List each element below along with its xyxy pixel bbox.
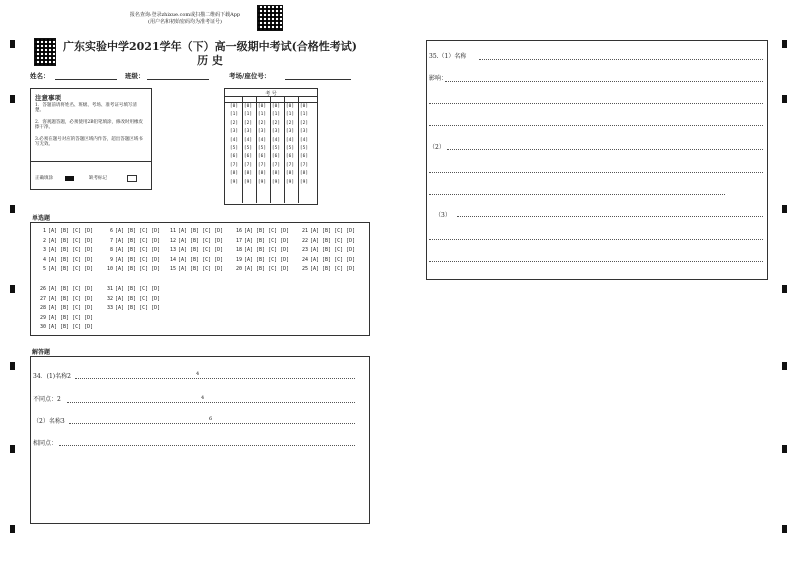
exam-digit-bubble[interactable]: [0]: [299, 104, 309, 109]
question-number: 31: [106, 286, 113, 292]
exam-digit-bubble[interactable]: [5]: [229, 145, 239, 151]
absent-mark-checkbox[interactable]: [127, 175, 137, 182]
choice-question-row[interactable]: [299, 247, 355, 253]
question-number: 24: [301, 256, 308, 263]
exam-digit-bubble[interactable]: [9]: [229, 179, 239, 185]
exam-digit-bubble[interactable]: [6]: [299, 154, 309, 160]
notice-item-2: 2．客观题答题，必须使用2B铅笔填涂，修改时用橡皮擦干净。: [35, 120, 144, 130]
q34-mark-1: 4: [196, 371, 200, 377]
timing-mark: [10, 95, 15, 103]
exam-digit-bubble[interactable]: [3]: [243, 129, 253, 135]
answer-options[interactable]: [A] [B] [C] [D]: [48, 237, 94, 244]
exam-digit-bubble[interactable]: [2]: [257, 120, 267, 126]
correct-fill-label: 正确填涂: [35, 176, 53, 181]
exam-digit-bubble[interactable]: [2]: [243, 120, 253, 126]
exam-digit-bubble[interactable]: [9]: [285, 179, 295, 185]
question-number: 1: [42, 228, 46, 234]
question-number: 25: [301, 266, 308, 273]
timing-mark: [10, 40, 15, 48]
choice-question-row[interactable]: [104, 247, 160, 253]
exam-digit-bubble[interactable]: [1]: [229, 112, 239, 118]
question-number: 30: [39, 324, 46, 331]
exam-digit-bubble[interactable]: [2]: [271, 120, 281, 126]
notice-item-3: 3.必须在题号对应的答题区域内作答，超出答题区域书写无效。: [35, 137, 143, 147]
q34-part1-label: 34．(1)名称2: [33, 373, 71, 380]
exam-digit-bubble[interactable]: [1]: [271, 112, 281, 118]
exam-digit-bubble[interactable]: [7]: [299, 162, 309, 168]
exam-digit-bubble[interactable]: [0]: [243, 104, 253, 109]
answer-options[interactable]: [A] [B] [C] [D]: [244, 237, 290, 244]
correct-fill-sample: [65, 176, 74, 181]
name-label: 姓名：: [30, 72, 50, 80]
choice-question-row[interactable]: [233, 257, 289, 263]
q34-part2-label: （2）名称3: [33, 418, 65, 425]
question-number: 23: [301, 247, 308, 254]
exam-digit-bubble[interactable]: [9]: [271, 179, 281, 185]
answer-options[interactable]: [A] [B] [C] [D]: [48, 305, 94, 312]
choice-question-row[interactable]: [37, 238, 93, 244]
q35-line[interactable]: [429, 172, 763, 173]
seat-label: 考场/座位号：: [229, 72, 271, 80]
exam-number-column: [270, 103, 282, 187]
exam-digit-bubble[interactable]: [5]: [271, 145, 281, 151]
q35-line[interactable]: [429, 261, 763, 262]
question-number: 21: [301, 228, 308, 234]
answer-options[interactable]: [A] [B] [C] [D]: [48, 286, 94, 292]
answer-options[interactable]: [A] [B] [C] [D]: [115, 305, 161, 312]
q34-same-label: 相同点：: [33, 440, 58, 447]
timing-mark: [10, 205, 15, 213]
question-number: 13: [169, 247, 176, 254]
choice-question-row[interactable]: [37, 247, 93, 253]
exam-digit-bubble[interactable]: [3]: [271, 129, 281, 135]
exam-digit-bubble[interactable]: [7]: [243, 162, 253, 168]
answer-options[interactable]: [A] [B] [C] [D]: [48, 256, 94, 263]
exam-digit-bubble[interactable]: [4]: [257, 137, 267, 143]
notice-item-1: 1．答题前请将姓名、班级、考场、准考证号填写清楚。: [35, 103, 137, 113]
choice-question-row[interactable]: [233, 228, 289, 234]
exam-digit-bubble[interactable]: [0]: [229, 104, 239, 109]
answer-options[interactable]: [A] [B] [C] [D]: [178, 247, 224, 254]
question-number: 6: [109, 228, 113, 234]
q34-part1-line[interactable]: [75, 378, 355, 379]
exam-digit-bubble[interactable]: [0]: [257, 104, 267, 109]
question-number: 3: [42, 247, 46, 254]
answer-section-label: 解答题: [32, 349, 51, 356]
exam-digit-bubble[interactable]: [2]: [285, 120, 295, 126]
answer-options[interactable]: [A] [B] [C] [D]: [115, 266, 161, 273]
exam-digit-bubble[interactable]: [6]: [243, 154, 253, 160]
timing-mark: [782, 525, 787, 533]
q34-mark-2: 4: [201, 395, 205, 401]
exam-number-column: [256, 103, 268, 187]
exam-number-column: [298, 103, 310, 187]
exam-number-divider: [225, 96, 317, 97]
answer-options[interactable]: [A] [B] [C] [D]: [115, 256, 161, 263]
answer-options[interactable]: [A] [B] [C] [D]: [48, 266, 94, 273]
exam-digit-bubble[interactable]: [7]: [257, 162, 267, 168]
exam-digit-bubble[interactable]: [8]: [243, 171, 253, 177]
exam-digit-bubble[interactable]: [1]: [257, 112, 267, 118]
exam-digit-bubble[interactable]: [6]: [229, 154, 239, 160]
exam-digit-bubble[interactable]: [9]: [299, 179, 309, 185]
exam-digit-bubble[interactable]: [1]: [243, 112, 253, 118]
choice-question-row[interactable]: [299, 266, 355, 272]
exam-digit-bubble[interactable]: [5]: [257, 145, 267, 151]
question-number: 20: [235, 266, 242, 273]
question-number: 32: [106, 295, 113, 302]
choice-question-row[interactable]: [299, 228, 355, 234]
answer-options[interactable]: [A] [B] [C] [D]: [310, 228, 356, 234]
exam-digit-bubble[interactable]: [8]: [285, 171, 295, 177]
choice-question-row[interactable]: [233, 238, 289, 244]
single-choice-label: 单选题: [32, 215, 51, 222]
exam-digit-bubble[interactable]: [0]: [285, 104, 295, 109]
question-number: 11: [169, 228, 176, 234]
timing-mark: [782, 40, 787, 48]
answer-options[interactable]: [A] [B] [C] [D]: [48, 324, 94, 331]
exam-digit-bubble[interactable]: [9]: [243, 179, 253, 185]
answer-options[interactable]: [A] [B] [C] [D]: [178, 228, 224, 234]
exam-digit-bubble[interactable]: [7]: [271, 162, 281, 168]
answer-options[interactable]: [A] [B] [C] [D]: [244, 256, 290, 263]
answer-options[interactable]: [A] [B] [C] [D]: [115, 295, 161, 302]
question-number: 29: [39, 314, 46, 321]
notice-line-2: (用户名和初始密码均为准考证号): [148, 19, 222, 25]
timing-mark: [10, 285, 15, 293]
exam-digit-bubble[interactable]: [5]: [299, 145, 309, 151]
question-number: 28: [39, 305, 46, 312]
exam-digit-bubble[interactable]: [7]: [285, 162, 295, 168]
q35-line[interactable]: [429, 125, 763, 126]
choice-question-row[interactable]: [104, 286, 160, 292]
notice-box: [30, 88, 152, 190]
answer-options[interactable]: [A] [B] [C] [D]: [178, 266, 224, 273]
answer-options[interactable]: [A] [B] [C] [D]: [48, 247, 94, 254]
q35-line[interactable]: [429, 239, 763, 240]
exam-digit-bubble[interactable]: [4]: [285, 137, 295, 143]
question-number: 22: [301, 237, 308, 244]
exam-digit-bubble[interactable]: [4]: [229, 137, 239, 143]
answer-options[interactable]: [A] [B] [C] [D]: [115, 247, 161, 254]
notice-line-1: 报名查询:登录zhixue.com或扫描二维码下载App: [129, 12, 241, 18]
exam-digit-bubble[interactable]: [4]: [299, 137, 309, 143]
exam-digit-bubble[interactable]: [5]: [285, 145, 295, 151]
timing-mark: [782, 205, 787, 213]
answer-options[interactable]: [A] [B] [C] [D]: [310, 237, 356, 244]
answer-options[interactable]: [A] [B] [C] [D]: [244, 247, 290, 254]
choice-question-row[interactable]: [104, 266, 160, 272]
question-number: 16: [235, 228, 242, 234]
q35-influence-label: 影响：: [429, 75, 448, 82]
exam-digit-bubble[interactable]: [8]: [271, 171, 281, 177]
choice-question-row[interactable]: [233, 247, 289, 253]
answer-options[interactable]: [A] [B] [C] [D]: [115, 286, 161, 292]
absent-mark-label: 缺考标记: [89, 176, 107, 181]
timing-mark: [782, 285, 787, 293]
choice-question-row[interactable]: [299, 238, 355, 244]
timing-mark: [10, 445, 15, 453]
exam-digit-bubble[interactable]: [3]: [285, 129, 295, 135]
exam-digit-bubble[interactable]: [7]: [229, 162, 239, 168]
answer-options[interactable]: [A] [B] [C] [D]: [244, 266, 290, 273]
exam-number-column: [242, 103, 254, 187]
question-number: 26: [39, 286, 46, 292]
choice-question-row[interactable]: [167, 257, 223, 263]
choice-question-row[interactable]: [104, 305, 160, 311]
q34-mark-3: 6: [209, 416, 213, 422]
choice-question-row[interactable]: [37, 257, 93, 263]
choice-question-row[interactable]: [37, 286, 93, 292]
exam-digit-bubble[interactable]: [6]: [285, 154, 295, 160]
exam-number-label: 考 号: [265, 91, 277, 97]
qr-code-icon: [34, 38, 56, 66]
notice-heading: 注意事项: [35, 94, 61, 102]
answer-options[interactable]: [A] [B] [C] [D]: [48, 314, 94, 321]
choice-question-row[interactable]: [104, 228, 160, 234]
question-number: 5: [42, 266, 46, 273]
question-number: 15: [169, 266, 176, 273]
choice-question-row[interactable]: [167, 247, 223, 253]
answer-options[interactable]: [A] [B] [C] [D]: [115, 237, 161, 244]
answer-options[interactable]: [A] [B] [C] [D]: [115, 228, 161, 234]
timing-mark: [10, 525, 15, 533]
q35-influence-line[interactable]: [445, 81, 763, 82]
choice-question-row[interactable]: [167, 266, 223, 272]
exam-digit-bubble[interactable]: [4]: [243, 137, 253, 143]
choice-question-row[interactable]: [167, 228, 223, 234]
choice-question-row[interactable]: [37, 228, 93, 234]
qr-code-icon: [257, 5, 283, 31]
answer-options[interactable]: [A] [B] [C] [D]: [310, 266, 356, 273]
name-field[interactable]: [55, 79, 117, 80]
question-number: 4: [42, 256, 46, 263]
exam-digit-bubble[interactable]: [6]: [257, 154, 267, 160]
q35-line[interactable]: [429, 194, 725, 195]
subject-title: 历 史: [197, 54, 223, 67]
answer-options[interactable]: [A] [B] [C] [D]: [310, 247, 356, 254]
exam-digit-bubble[interactable]: [8]: [257, 171, 267, 177]
q34-same-line[interactable]: [59, 445, 355, 446]
answer-options[interactable]: [A] [B] [C] [D]: [178, 256, 224, 263]
choice-question-row[interactable]: [37, 266, 93, 272]
answer-options[interactable]: [A] [B] [C] [D]: [244, 228, 290, 234]
timing-mark: [782, 445, 787, 453]
question-number: 19: [235, 256, 242, 263]
notice-divider: [31, 161, 151, 162]
question-number: 27: [39, 295, 46, 302]
exam-digit-bubble[interactable]: [2]: [299, 120, 309, 126]
choice-question-row[interactable]: [167, 238, 223, 244]
q34-part2-line[interactable]: [69, 423, 355, 424]
question-number: 2: [42, 237, 46, 244]
exam-digit-bubble[interactable]: [4]: [271, 137, 281, 143]
choice-question-row[interactable]: [37, 296, 93, 302]
q35-part2-line[interactable]: [447, 149, 763, 150]
question-number: 7: [109, 237, 113, 244]
q35-part1-line[interactable]: [479, 59, 763, 60]
exam-digit-bubble[interactable]: [0]: [271, 104, 281, 109]
q35-part2-label: （2）: [429, 144, 445, 151]
choice-question-row[interactable]: [299, 257, 355, 263]
q34-diff-label: 不同点：2: [33, 396, 61, 403]
seat-field[interactable]: [285, 79, 351, 80]
choice-question-row[interactable]: [233, 266, 289, 272]
question-number: 10: [106, 266, 113, 273]
question-number: 17: [235, 237, 242, 244]
exam-digit-bubble[interactable]: [1]: [299, 112, 309, 118]
answer-options[interactable]: [A] [B] [C] [D]: [310, 256, 356, 263]
q35-part3-label: （3）: [435, 212, 451, 219]
page-title: 广东实验中学2021学年（下）高一级期中考试(合格性考试): [62, 40, 358, 53]
timing-mark: [782, 362, 787, 370]
timing-mark: [10, 362, 15, 370]
single-choice-box: [30, 222, 370, 336]
choice-question-row[interactable]: [37, 324, 93, 330]
exam-digit-bubble[interactable]: [3]: [299, 129, 309, 135]
exam-digit-bubble[interactable]: [8]: [299, 171, 309, 177]
choice-question-row[interactable]: [104, 238, 160, 244]
exam-number-column: [228, 103, 240, 187]
exam-digit-bubble[interactable]: [3]: [229, 129, 239, 135]
q34-diff-line[interactable]: [67, 402, 355, 403]
choice-question-row[interactable]: [104, 257, 160, 263]
answer-options[interactable]: [A] [B] [C] [D]: [48, 295, 94, 302]
choice-question-row[interactable]: [104, 296, 160, 302]
exam-digit-bubble[interactable]: [1]: [285, 112, 295, 118]
exam-digit-bubble[interactable]: [9]: [257, 179, 267, 185]
question-number: 33: [106, 305, 113, 312]
answer-options[interactable]: [A] [B] [C] [D]: [178, 237, 224, 244]
question-number: 9: [109, 256, 113, 263]
question-number: 18: [235, 247, 242, 254]
q35-part1-label: 35.（1）名称: [429, 53, 467, 60]
exam-digit-bubble[interactable]: [6]: [271, 154, 281, 160]
choice-question-row[interactable]: [37, 315, 93, 321]
question-number: 14: [169, 256, 176, 263]
answer-options[interactable]: [A] [B] [C] [D]: [48, 228, 94, 234]
q35-part3-line[interactable]: [457, 216, 763, 217]
answer-box-34[interactable]: [30, 356, 370, 524]
exam-digit-bubble[interactable]: [8]: [229, 171, 239, 177]
exam-digit-bubble[interactable]: [5]: [243, 145, 253, 151]
exam-number-column: [284, 103, 296, 187]
exam-digit-bubble[interactable]: [3]: [257, 129, 267, 135]
answer-box-35[interactable]: [426, 40, 768, 280]
timing-mark: [782, 95, 787, 103]
choice-question-row[interactable]: [37, 305, 93, 311]
class-label: 班级：: [125, 72, 145, 80]
q35-line[interactable]: [429, 103, 763, 104]
exam-number-grid: [224, 88, 318, 205]
exam-digit-bubble[interactable]: [2]: [229, 120, 239, 126]
question-number: 8: [109, 247, 113, 254]
class-field[interactable]: [147, 79, 209, 80]
question-number: 12: [169, 237, 176, 244]
